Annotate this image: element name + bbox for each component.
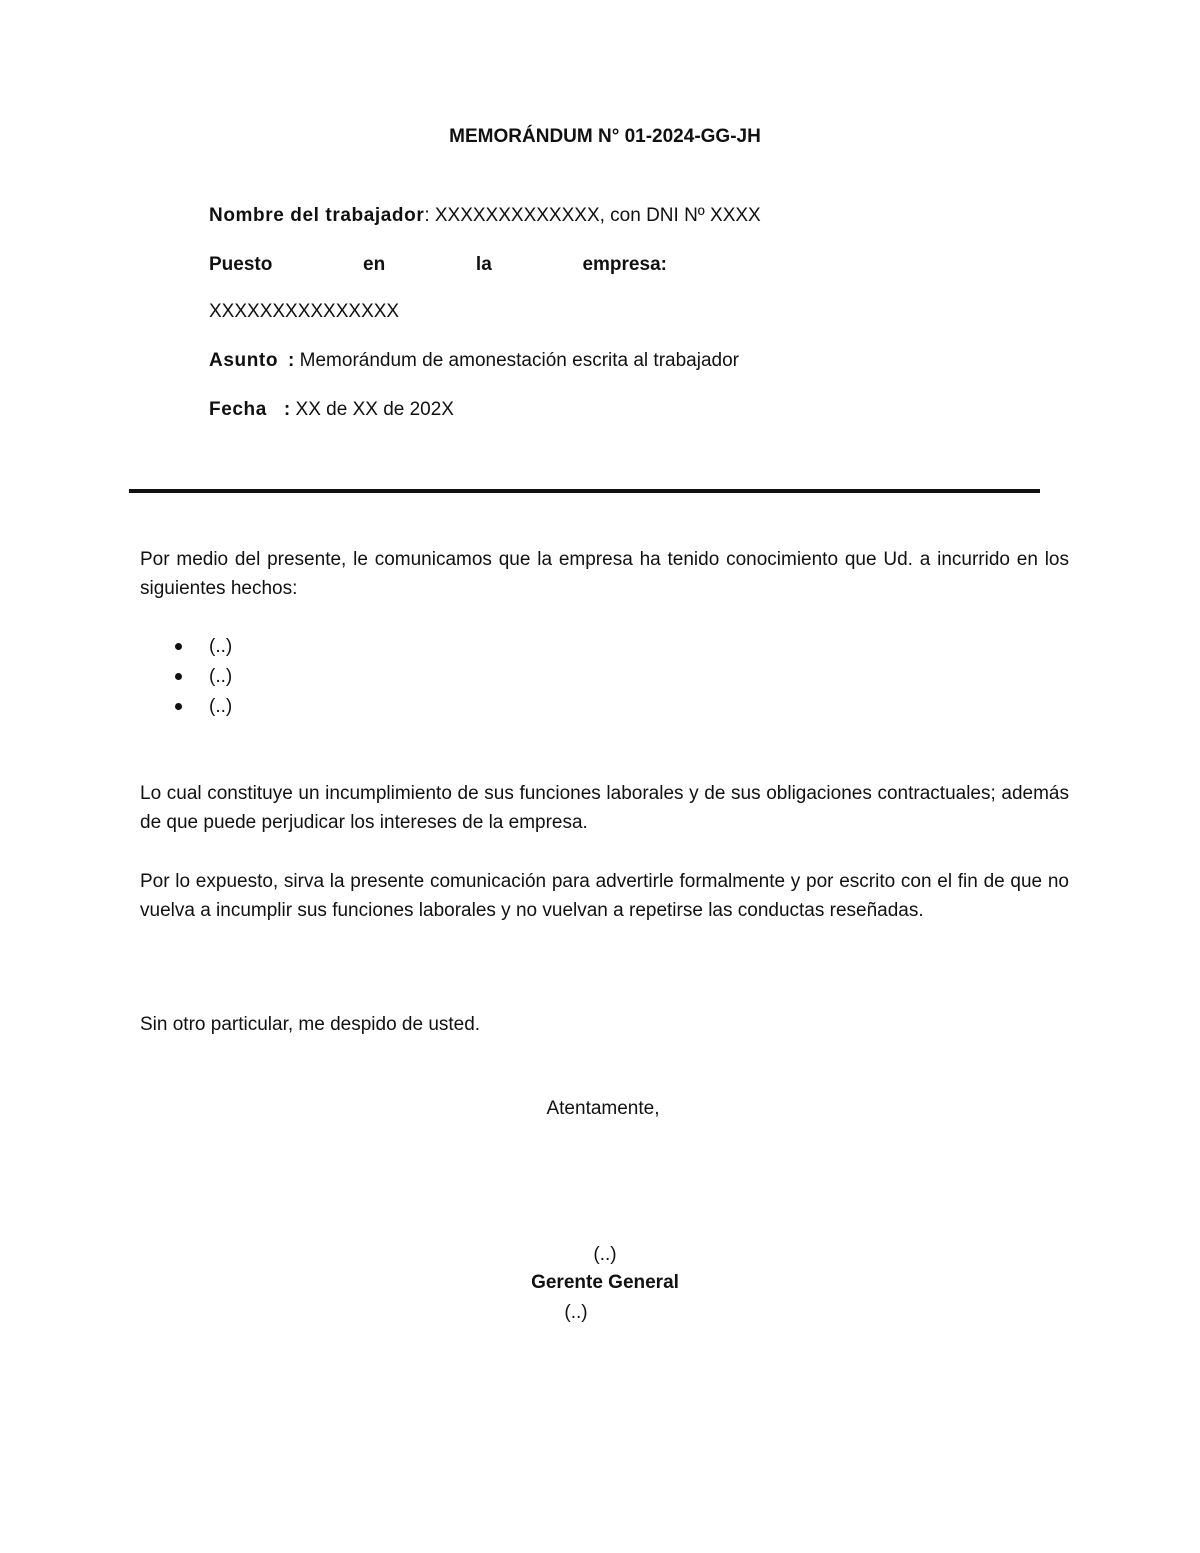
- subject-line: [209, 350, 739, 372]
- memo-title: MEMORÁNDUM N° 01-2024-GG-JH: [449, 126, 761, 147]
- breach-paragraph: Lo cual constituye un incumplimiento de sus funciones laborales y de sus obligaciones contractuales; además de que puede perjudicar los intereses de la empresa.: [140, 783, 1069, 833]
- intro-paragraph: Por medio del presente, le comunicamos que la empresa ha tenido conocimiento que Ud. a incurrido en los siguientes hechos:: [140, 549, 1069, 599]
- signer-name: (..): [593, 1244, 617, 1265]
- signer-extra: (..): [564, 1302, 588, 1323]
- list-item-text: (..): [209, 636, 233, 657]
- bullet-icon: [175, 703, 182, 710]
- subject-label: Asunto: [209, 350, 279, 371]
- position-label-word: la: [475, 254, 492, 275]
- date-line: [209, 399, 454, 421]
- position-label-line: [209, 254, 667, 276]
- date-value: XX de XX de 202X: [290, 399, 454, 420]
- position-label-word: Puesto: [209, 254, 273, 275]
- list-item: [175, 632, 232, 662]
- warning-paragraph: Por lo expuesto, sirva la presente comunicación para advertirle formalmente y por escrito con el fin de que no vuelva a incumplir sus funciones laborales y no vuelvan a repetirse las conductas reseñadas.: [140, 871, 1069, 921]
- subject-colon: :: [288, 350, 295, 371]
- position-value: XXXXXXXXXXXXXXX: [209, 301, 400, 322]
- position-label-word: empresa:: [582, 254, 667, 275]
- subject-value: Memorándum de amonestación escrita al trabajador: [294, 350, 739, 371]
- horizontal-divider: [129, 489, 1040, 493]
- bullet-icon: [175, 643, 182, 650]
- date-label: Fecha: [209, 399, 267, 420]
- signer-role: Gerente General: [531, 1272, 679, 1293]
- list-item-text: (..): [209, 666, 233, 687]
- list-item: [175, 692, 232, 722]
- worker-name-label: Nombre del trabajador: [209, 205, 425, 226]
- facts-list: [175, 632, 232, 722]
- worker-name-line: [209, 205, 761, 227]
- bullet-icon: [175, 673, 182, 680]
- list-item: [175, 662, 232, 692]
- closing-paragraph: Sin otro particular, me despido de usted.: [140, 1014, 481, 1035]
- worker-name-value: : XXXXXXXXXXXXX, con DNI Nº XXXX: [424, 205, 761, 226]
- list-item-text: (..): [209, 696, 233, 717]
- position-label-word: en: [363, 254, 386, 275]
- date-colon: :: [283, 399, 291, 420]
- salutation: Atentamente,: [546, 1098, 660, 1119]
